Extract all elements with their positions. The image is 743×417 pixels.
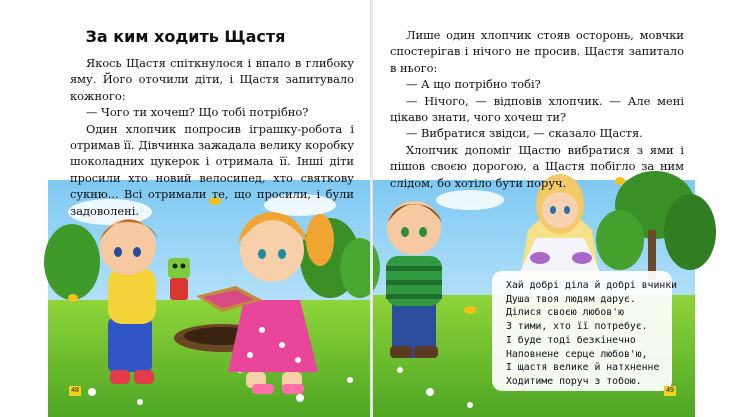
poem-line: Душа твоя людям дарує.	[506, 293, 636, 305]
poem-line: Наповнене серце любов'ю,	[506, 348, 648, 360]
paragraph: Лише один хлопчик стояв осторонь, мовчки спостерігав і нічого не просив. Щастя запитало в нього:	[390, 28, 684, 75]
paragraph: — Нічого, — відповів хлопчик. — Але мені цікаво знати, чого хочеш ти?	[390, 93, 684, 125]
paragraph: — А що потрібно тобі?	[406, 77, 541, 92]
boy-with-robot	[100, 219, 158, 384]
paragraph: Хлопчик допоміг Щастю вибратися з ями і пішов своєю дорогою, а Щастя побігло за ним слідом, бо хотіло бути поруч.	[390, 142, 684, 190]
story-text-right	[390, 27, 684, 191]
poem-line: З тими, хто її потребує.	[506, 321, 648, 333]
page-title: За ким ходить Щастя	[85, 27, 286, 46]
page-number-right: 49	[664, 386, 676, 396]
boy-standing-aside	[386, 201, 442, 358]
paragraph: Якось Щастя спіткнулося і впало в глибоку яму. Його оточили діти, і Щастя запитувало кожного:	[70, 56, 354, 103]
grass-left	[48, 300, 370, 417]
poem-line: Ділися своєю любов'ю	[506, 307, 624, 319]
poem-line: І буде тоді безкінечно	[506, 334, 636, 346]
poem-line: І щастя велике й натхненне	[506, 362, 660, 374]
story-text-left	[70, 55, 354, 219]
poem	[506, 279, 676, 389]
paragraph: Один хлопчик попросив іграшку-робота і отримав її. Дівчинка зажадала велику коробку шоколадних цукерок і отримала її. Інші діти просили хто новий велосипед, хто святкову сукню... Всі отримали те, що просили, і були задоволені.	[70, 121, 354, 218]
book-spine	[370, 0, 373, 417]
paragraph: — Вибратися звідси, — сказало Щастя.	[406, 126, 643, 141]
robot-toy	[168, 258, 190, 300]
poem-line: Хай добрі діла й добрі вчинки	[506, 280, 678, 291]
poem-line: Ходитиме поруч з тобою.	[506, 375, 642, 387]
paragraph: — Чого ти хочеш? Що тобі потрібно?	[86, 105, 309, 120]
page-number-left: 48	[69, 386, 81, 396]
